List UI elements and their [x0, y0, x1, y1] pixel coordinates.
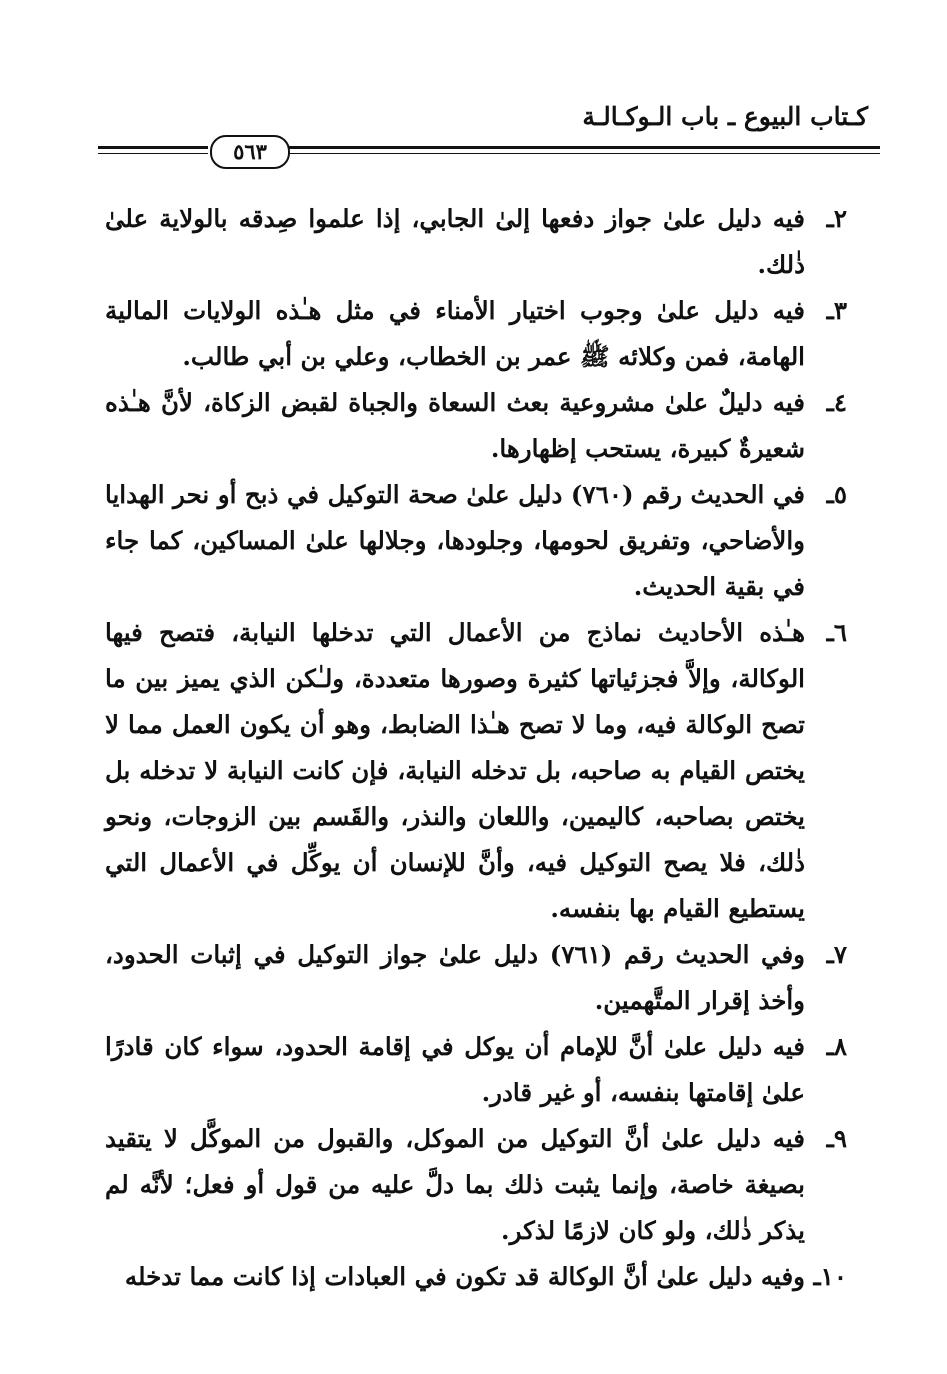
header-rule: [98, 146, 208, 149]
item-number: ١٠ـ: [813, 1262, 847, 1291]
item-number: ٣ـ: [826, 296, 847, 325]
item-number: ٦ـ: [826, 618, 847, 647]
item-text: فيه دليلٌ علىٰ مشروعية بعث السعاة والجباة لقبض الزكاة، لأنَّ هـٰذه شعيرةٌ كبيرة، يستحب إظهارها.: [105, 388, 805, 463]
page-number: ٥٦٣: [210, 135, 290, 169]
item-number: ٩ـ: [826, 1124, 847, 1153]
item-text: وفيه دليل علىٰ أنَّ الوكالة قد تكون في العبادات إذا كانت مما تدخله: [124, 1262, 805, 1291]
item-text: فيه دليل علىٰ أنَّ للإمام أن يوكل في إقامة الحدود، سواء كان قادرًا علىٰ إقامتها بنفسه، أو غير قادر.: [105, 1032, 805, 1107]
header-rule: [98, 153, 208, 154]
item-text: فيه دليل علىٰ أنَّ التوكيل من الموكل، والقبول من الموكَّل لا يتقيد بصيغة خاصة، وإنما يثبت ذلك بما دلَّ عليه من قول أو فعل؛ لأنَّه لم يذكر ذٰلك، ولو كان لازمًا لذكر.: [105, 1124, 805, 1245]
item-text: وفي الحديث رقم (٧٦١) دليل علىٰ جواز التوكيل في إثبات الحدود، وأخذ إقرار المتَّهمين.: [105, 940, 805, 1015]
item-number: ٢ـ: [826, 204, 847, 233]
list-item: [105, 1024, 847, 1116]
item-number: ٤ـ: [826, 388, 847, 417]
item-text: هـٰذه الأحاديث نماذج من الأعمال التي تدخلها النيابة، فتصح فيها الوكالة، وإلاَّ فجزئياتها كثيرة وصورها متعددة، ولـٰكن الذي يميز بين ما تصح الوكالة فيه، وما لا تصح هـٰذا الضابط، وهو أن يكون العمل مما لا يختص القيام به صاحبه، بل تدخله النيابة، فإن كانت النيابة لا تدخله بل يختص بصاحبه، كاليمين، واللعان والنذر، والقَسم بين الزوجات، ونحو ذٰلك، فلا يصح التوكيل فيه، وأنَّ للإنسان أن يوكِّل في الأعمال التي يستطيع القيام بها بنفسه.: [105, 618, 805, 923]
item-number: ٨ـ: [826, 1032, 847, 1061]
item-number: ٥ـ: [826, 480, 847, 509]
list-item: [105, 610, 847, 932]
page-body: [105, 196, 847, 1300]
list-item: [105, 1116, 847, 1254]
list-item: [105, 1254, 847, 1300]
item-text: فيه دليل علىٰ جواز دفعها إلىٰ الجابي، إذا علموا صِدقه بالولاية علىٰ ذٰلك.: [105, 204, 805, 279]
list-item: [105, 196, 847, 288]
item-text: في الحديث رقم (٧٦٠) دليل علىٰ صحة التوكيل في ذبح أو نحر الهدايا والأضاحي، وتفريق لحومها، وجلودها، وجلالها علىٰ المساكين، كما جاء في بقية الحديث.: [105, 480, 806, 601]
item-text: فيه دليل علىٰ وجوب اختيار الأمناء في مثل هـٰذه الولايات المالية الهامة، فمن وكلائه ﷺ عمر بن الخطاب، وعلي بن أبي طالب.: [105, 296, 805, 371]
list-item: [105, 380, 847, 472]
list-item: [105, 472, 847, 610]
item-number: ٧ـ: [826, 940, 847, 969]
header-rule: [288, 146, 880, 149]
list-item: [105, 932, 847, 1024]
running-title: كـتاب البيوع ـ باب الـوكـالـة: [582, 102, 868, 131]
page-header: [98, 96, 880, 176]
list-item: [105, 288, 847, 380]
header-rule: [288, 153, 880, 154]
